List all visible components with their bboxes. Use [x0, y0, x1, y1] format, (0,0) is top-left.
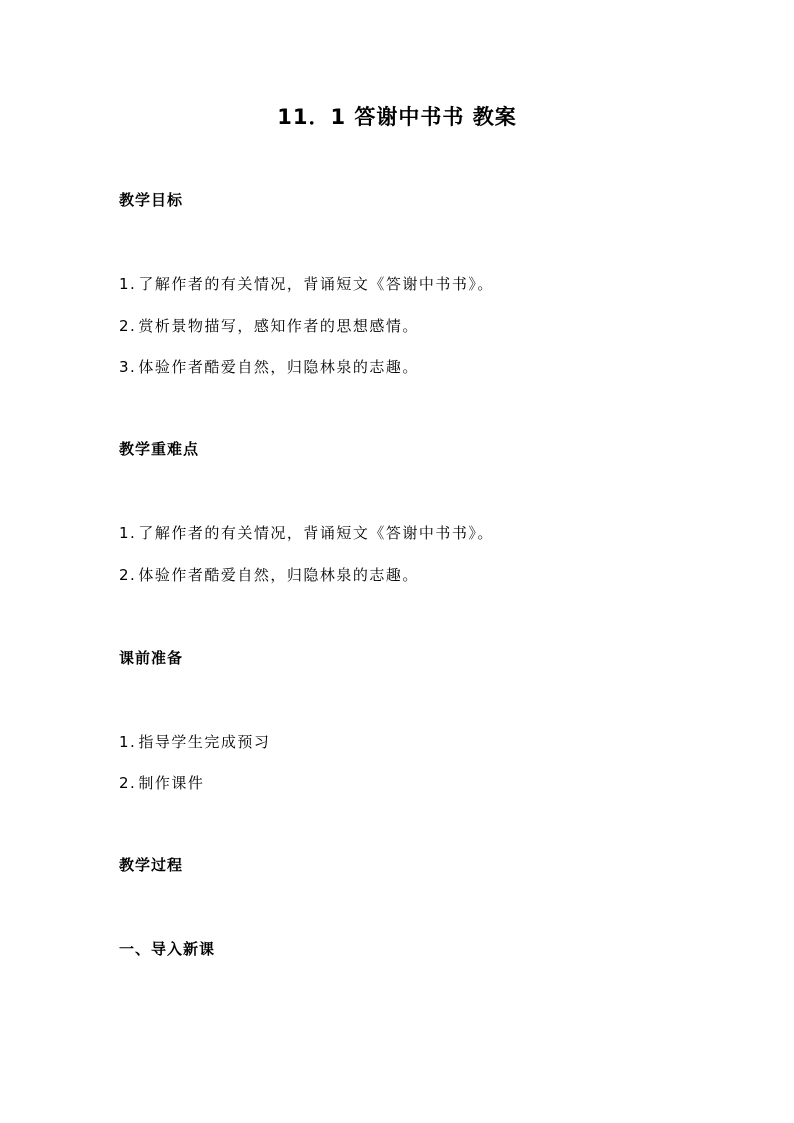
heading-key-points: 教学重难点 — [119, 440, 200, 458]
preparation-item-1 — [119, 731, 270, 753]
item-text: 赏析景物描写，感知作者的思想感情。 — [138, 317, 419, 335]
item-text: 体验作者酷爱自然，归隐林泉的志趣。 — [138, 566, 419, 584]
key-point-item-2 — [119, 564, 419, 586]
item-number: 1. — [119, 733, 137, 751]
item-number: 3. — [119, 358, 137, 376]
objective-item-1 — [119, 273, 494, 295]
item-text: 了解作者的有关情况，背诵短文《答谢中书书》。 — [138, 275, 494, 293]
heading-objectives: 教学目标 — [119, 191, 184, 209]
item-number: 1. — [119, 524, 137, 542]
item-text: 制作课件 — [138, 774, 205, 792]
objective-item-2 — [119, 315, 419, 337]
item-text: 指导学生完成预习 — [138, 733, 271, 751]
heading-process: 教学过程 — [119, 856, 184, 874]
heading-preparation: 课前准备 — [119, 649, 184, 667]
item-number: 2. — [119, 774, 137, 792]
key-point-item-1 — [119, 522, 494, 544]
item-number: 2. — [119, 566, 137, 584]
item-text: 了解作者的有关情况，背诵短文《答谢中书书》。 — [138, 524, 494, 542]
document-title: 11．1 答谢中书书 教案 — [277, 105, 517, 129]
objective-item-3 — [119, 356, 419, 378]
item-number: 1. — [119, 275, 137, 293]
item-text: 体验作者酷爱自然，归隐林泉的志趣。 — [138, 358, 419, 376]
preparation-item-2 — [119, 772, 204, 794]
subheading-introduction: 一、导入新课 — [119, 940, 216, 958]
item-number: 2. — [119, 317, 137, 335]
